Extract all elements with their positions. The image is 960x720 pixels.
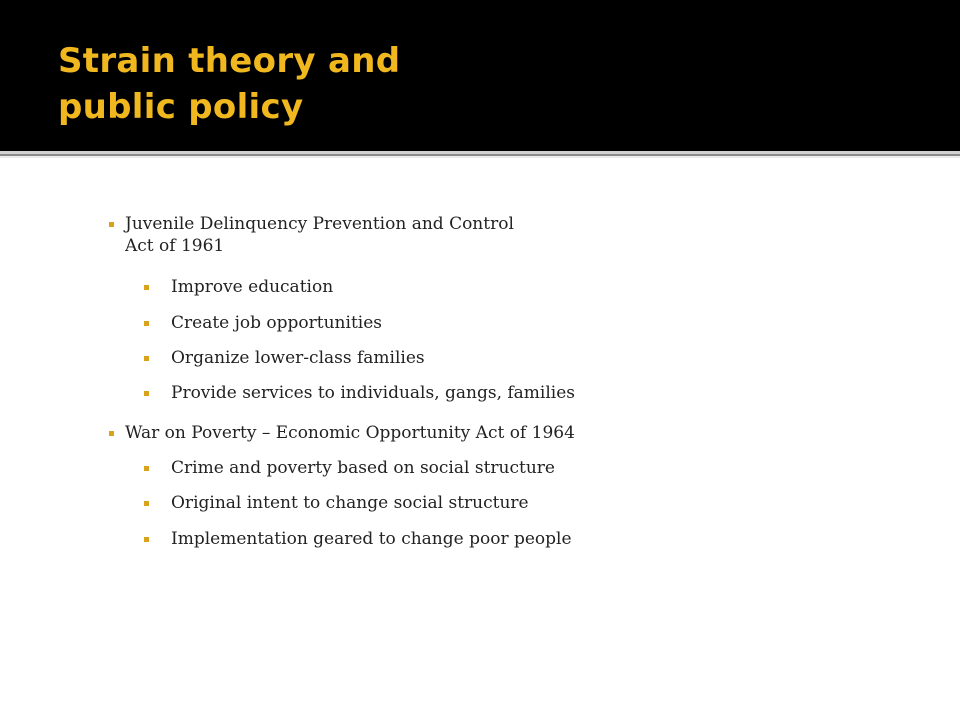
sub-bullet-text: Crime and poverty based on social structure [171, 458, 555, 478]
square-bullet-icon [144, 321, 149, 326]
sub-bullet-implementation [171, 528, 771, 550]
bullet-text: War on Poverty – Economic Opportunity Act of 1964 [125, 423, 575, 443]
slide-title-line-1: Strain theory and [58, 41, 401, 81]
sub-bullet-original-intent [171, 492, 771, 514]
slide-title-line-2: public policy [58, 87, 304, 127]
square-bullet-icon [144, 285, 149, 290]
bullet-text: Juvenile Delinquency Prevention and Control Act of 1961 [125, 214, 514, 256]
square-bullet-icon [144, 391, 149, 396]
sub-bullet-crime-and-poverty [171, 457, 771, 479]
square-bullet-icon [144, 466, 149, 471]
sub-bullet-provide-services [171, 382, 771, 404]
bullet-juvenile-delinquency-act [125, 213, 685, 257]
square-bullet-icon [144, 356, 149, 361]
sub-bullet-text: Improve education [171, 277, 334, 297]
sub-bullet-text: Implementation geared to change poor people [171, 529, 572, 549]
sub-bullet-create-jobs [171, 312, 771, 334]
sub-bullet-text: Create job opportunities [171, 313, 382, 333]
square-bullet-icon [144, 501, 149, 506]
sub-bullet-text: Organize lower-class families [171, 348, 425, 368]
sub-bullet-text: Provide services to individuals, gangs, families [171, 383, 576, 403]
square-bullet-icon [109, 222, 114, 227]
square-bullet-icon [144, 537, 149, 542]
sub-bullet-text: Original intent to change social structure [171, 493, 529, 513]
square-bullet-icon [109, 431, 114, 436]
sub-bullet-organize-families [171, 347, 771, 369]
bullet-war-on-poverty [125, 422, 685, 444]
sub-bullet-improve-education [171, 276, 771, 298]
